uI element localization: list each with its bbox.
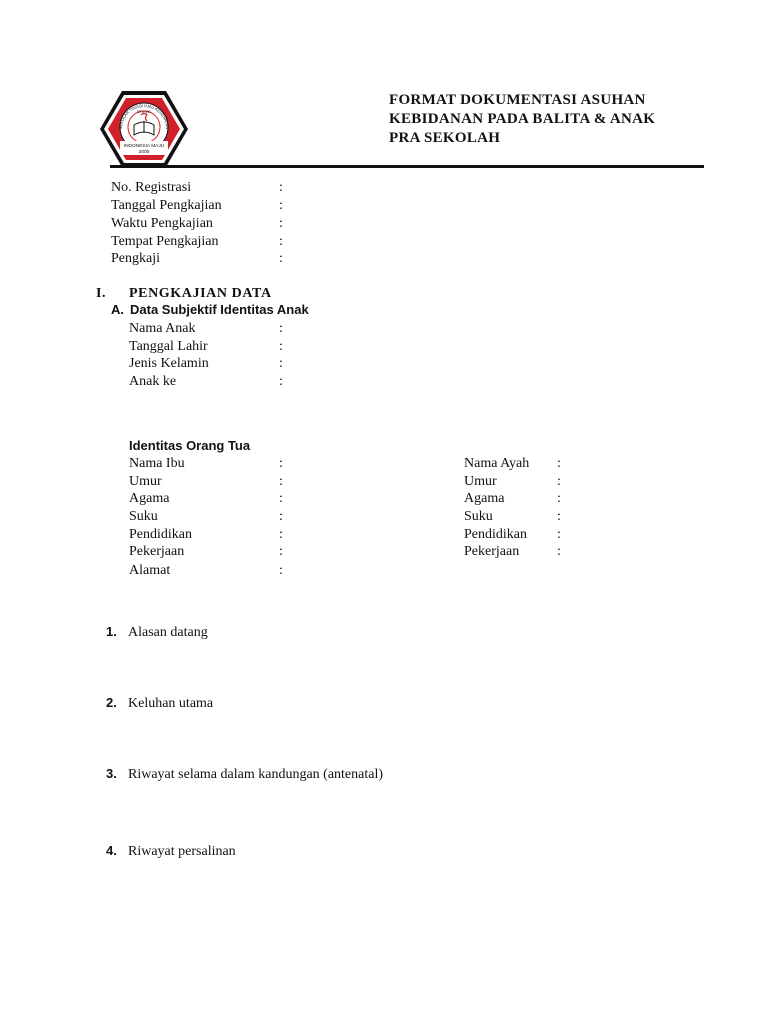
question-text: Alasan datang <box>128 625 208 640</box>
field-colon: : <box>279 509 283 524</box>
field-label: Waktu Pengkajian <box>111 216 213 231</box>
question-text: Riwayat persalinan <box>128 844 236 859</box>
question-number: 4. <box>106 843 117 858</box>
field-colon: : <box>279 321 283 336</box>
field-label: Tanggal Lahir <box>129 339 208 354</box>
field-colon: : <box>557 474 561 489</box>
question-text: Keluhan utama <box>128 696 214 711</box>
field-label: Agama <box>129 491 170 506</box>
field-colon: : <box>279 180 283 195</box>
field-label: Anak ke <box>129 374 177 389</box>
field-label: Pendidikan <box>129 527 192 542</box>
field-colon: : <box>557 527 561 542</box>
field-colon: : <box>279 374 283 389</box>
subsection-letter: A. <box>111 302 124 317</box>
field-label: Nama Ayah <box>464 456 530 471</box>
subsection-title: Data Subjektif Identitas Anak <box>130 302 309 317</box>
title-line-2: KEBIDANAN PADA BALITA & ANAK <box>389 111 656 127</box>
question-item <box>106 623 208 642</box>
field-colon: : <box>279 234 283 249</box>
logo-year-text: 2000 <box>138 150 150 155</box>
title-line-3: PRA SEKOLAH <box>389 130 501 146</box>
field-colon: : <box>557 509 561 524</box>
header-divider <box>110 165 704 168</box>
question-number: 1. <box>106 624 117 639</box>
field-label: Pengkaji <box>111 251 160 266</box>
field-label: Nama Anak <box>129 321 196 336</box>
field-colon: : <box>279 563 283 578</box>
institution-logo <box>98 89 190 169</box>
field-colon: : <box>279 198 283 213</box>
field-label: Suku <box>129 509 158 524</box>
field-label: Nama Ibu <box>129 456 185 471</box>
field-label: Pendidikan <box>464 527 527 542</box>
document-title <box>389 91 655 148</box>
field-colon: : <box>557 491 561 506</box>
question-number: 3. <box>106 766 117 781</box>
subsection-heading <box>111 301 309 319</box>
field-colon: : <box>279 456 283 471</box>
field-colon: : <box>279 474 283 489</box>
field-label: Tempat Pengkajian <box>111 234 219 249</box>
field-colon: : <box>279 544 283 559</box>
question-item <box>106 765 383 784</box>
field-label: No. Registrasi <box>111 180 192 195</box>
field-label: Umur <box>129 474 162 489</box>
field-colon: : <box>279 356 283 371</box>
field-label: Umur <box>464 474 497 489</box>
field-label: Pekerjaan <box>464 544 520 559</box>
field-colon: : <box>279 527 283 542</box>
question-item <box>106 694 213 713</box>
field-colon: : <box>279 339 283 354</box>
field-colon: : <box>557 544 561 559</box>
field-label: Tanggal Pengkajian <box>111 198 222 213</box>
section-number: I. <box>96 286 107 301</box>
field-label: Alamat <box>129 563 171 578</box>
logo-abbr-text: STIKES <box>136 109 152 114</box>
logo-place-text: INDONESIA MAJU <box>123 144 165 149</box>
field-colon: : <box>279 251 283 266</box>
field-label: Suku <box>464 509 493 524</box>
parents-heading: Identitas Orang Tua <box>129 438 251 453</box>
field-colon: : <box>279 216 283 231</box>
title-line-1: FORMAT DOKUMENTASI ASUHAN <box>389 92 646 108</box>
question-text: Riwayat selama dalam kandungan (antenatal) <box>128 767 384 782</box>
field-colon: : <box>279 491 283 506</box>
logo-arc-text: SEKOLAH TINGGI ILMU KESEHATAN <box>117 102 171 130</box>
question-number: 2. <box>106 695 117 710</box>
field-label: Agama <box>464 491 505 506</box>
section-title: PENGKAJIAN DATA <box>129 286 272 301</box>
question-item <box>106 842 236 861</box>
field-colon: : <box>557 456 561 471</box>
field-label: Pekerjaan <box>129 544 185 559</box>
field-label: Jenis Kelamin <box>129 356 209 371</box>
